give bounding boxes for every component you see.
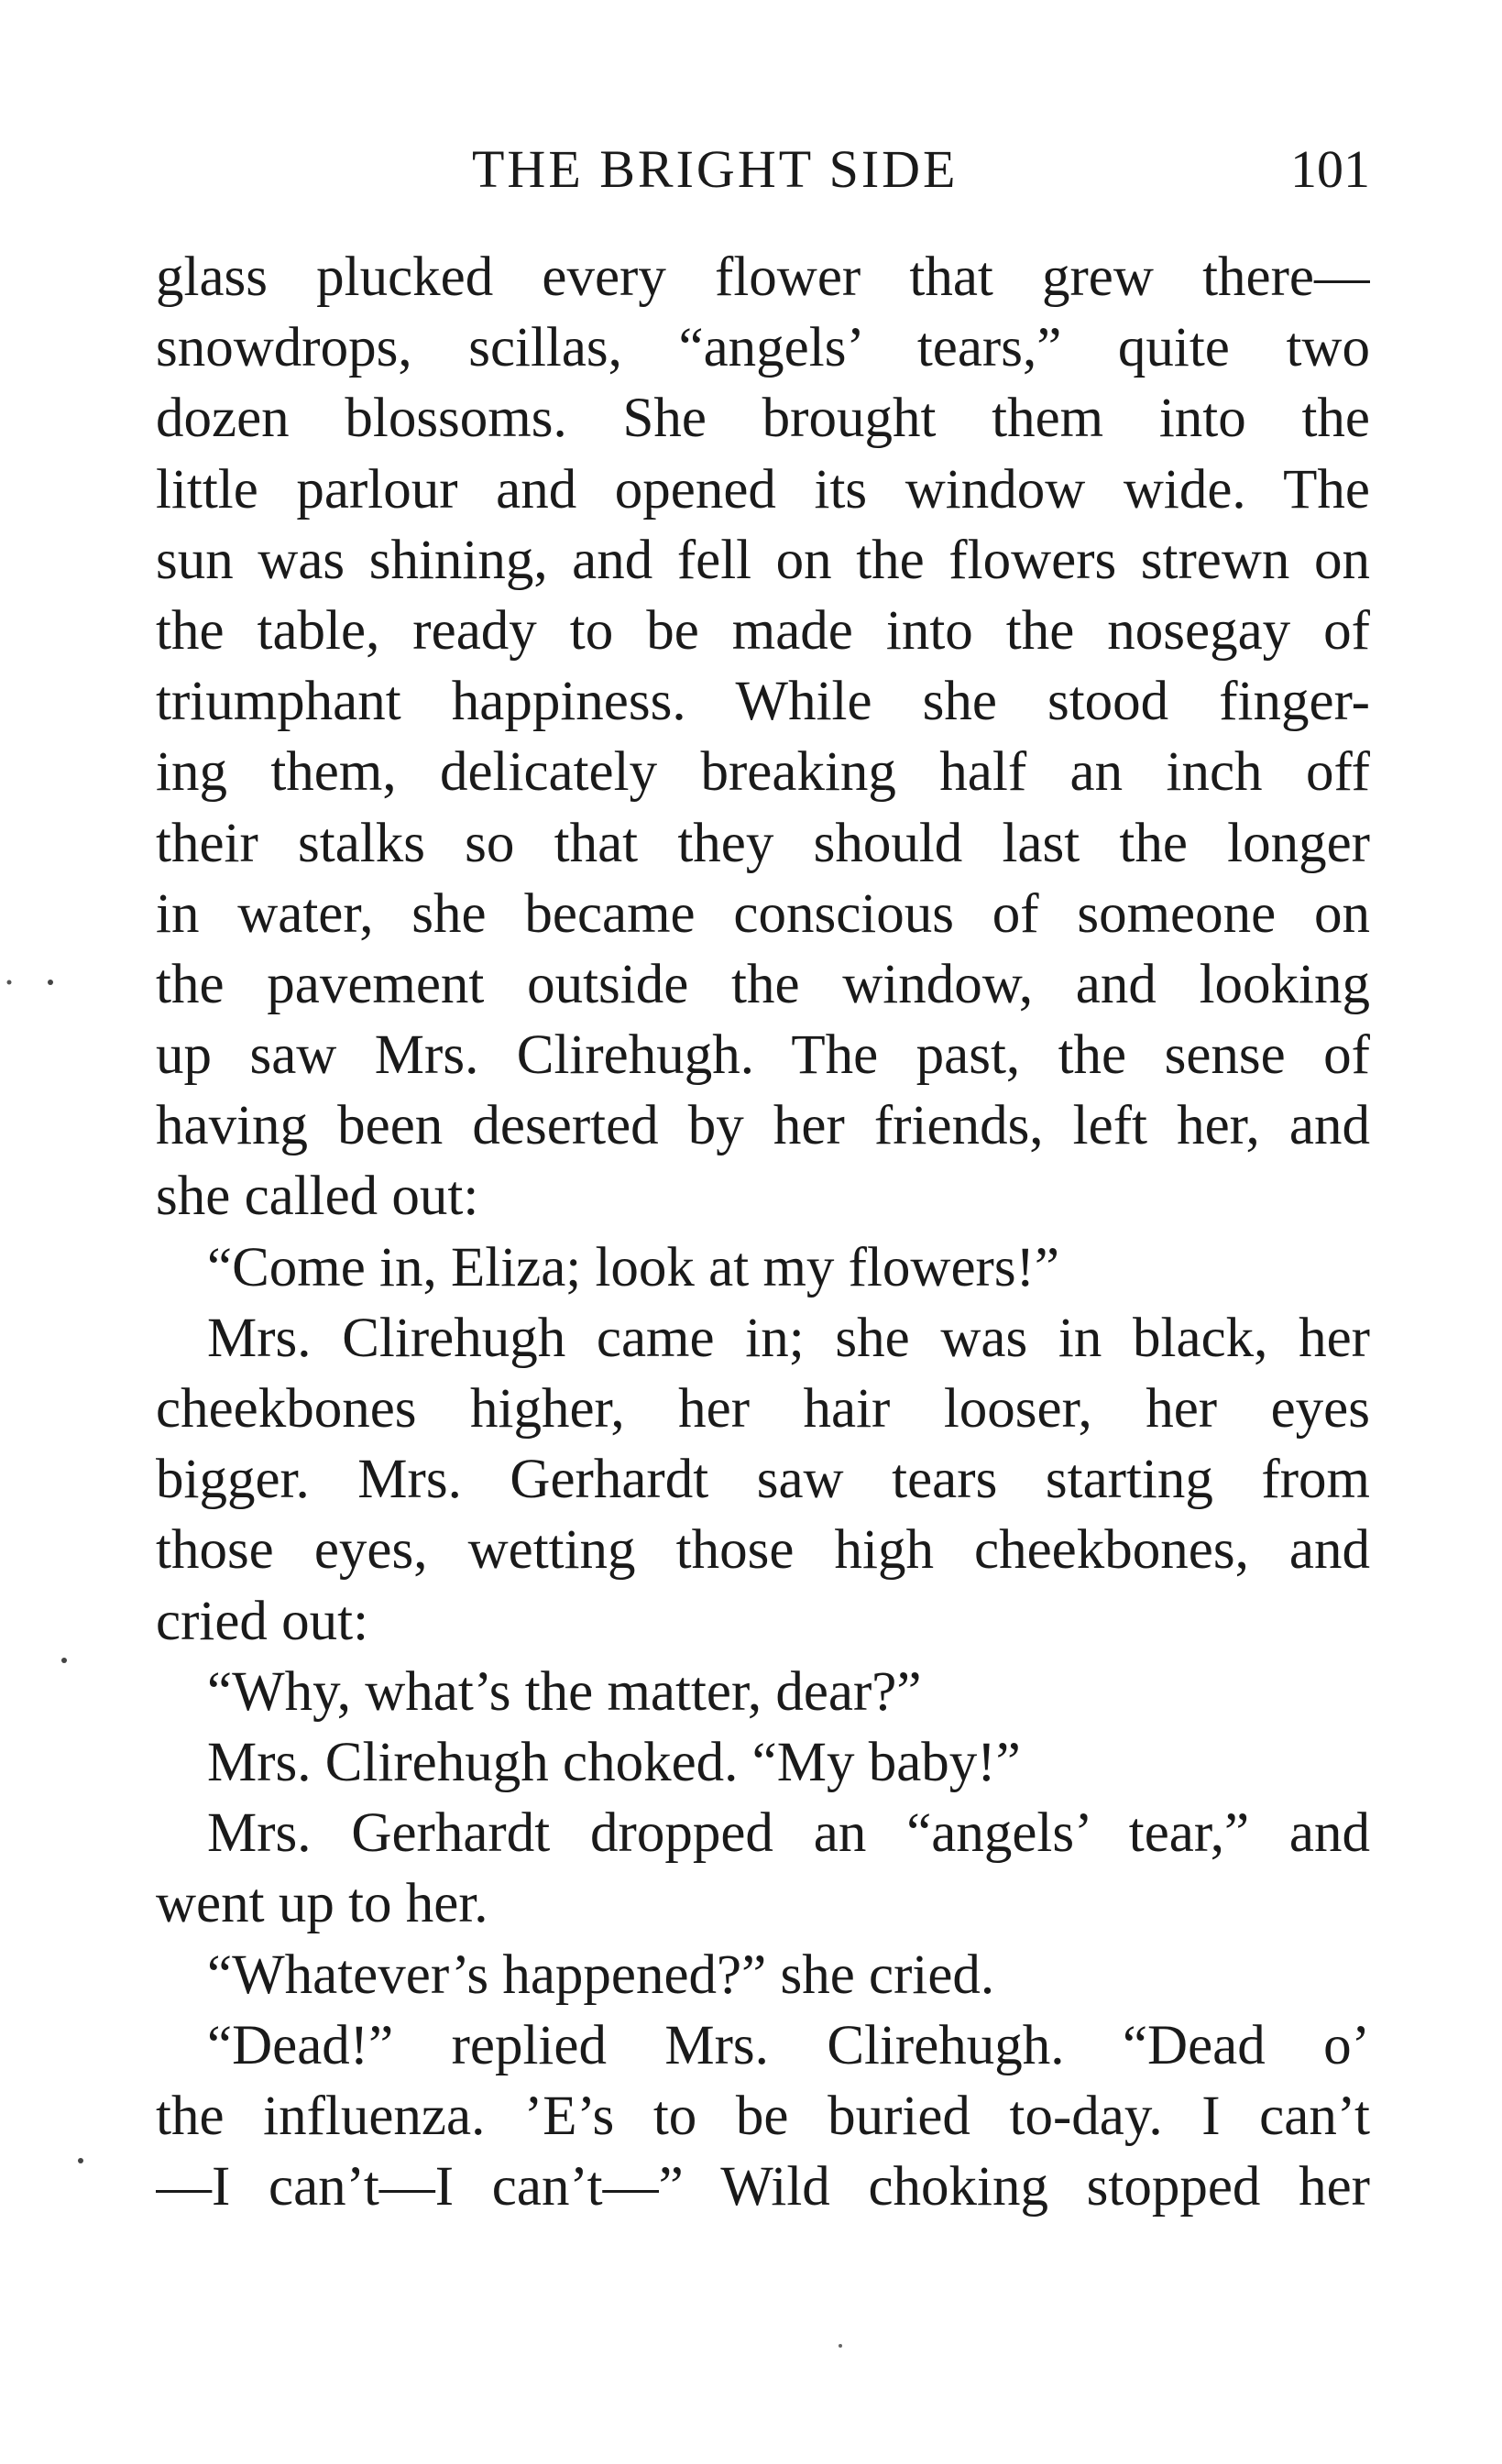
speck-3 — [61, 1658, 67, 1663]
text-line: Mrs. Clirehugh choked. “My baby!” — [207, 1731, 1021, 1793]
text-line: triumphant happiness. While she stood finger- — [156, 671, 1370, 733]
speck-1 — [7, 980, 12, 985]
speck-4 — [78, 2158, 83, 2163]
page-header — [156, 128, 1370, 211]
text-line: having been deserted by her friends, left her, and — [156, 1095, 1370, 1157]
text-line: went up to her. — [156, 1873, 488, 1935]
text-line: “Whatever’s happened?” she cried. — [207, 1944, 995, 2006]
text-line: glass plucked every flower that grew there— — [156, 246, 1370, 308]
speck-5 — [839, 2344, 842, 2348]
text-line: Mrs. Gerhardt dropped an “angels’ tear,” and — [207, 1802, 1370, 1865]
text-line: their stalks so that they should last the longer — [156, 812, 1370, 874]
text-line: cried out: — [156, 1590, 369, 1652]
page-number: 101 — [1290, 139, 1370, 199]
text-line: Mrs. Clirehugh came in; she was in black, her — [207, 1307, 1370, 1369]
text-line: the pavement outside the window, and looking — [156, 953, 1370, 1015]
text-line: the table, ready to be made into the nosegay of — [156, 599, 1370, 662]
text-line: she called out: — [156, 1166, 479, 1228]
text-line: “Why, what’s the matter, dear?” — [207, 1660, 922, 1723]
running-head: THE BRIGHT SIDE — [472, 139, 959, 199]
text-line: “Come in, Eliza; look at my flowers!” — [207, 1236, 1059, 1298]
text-line: snowdrops, scillas, “angels’ tears,” quite two — [156, 317, 1370, 379]
text-line: those eyes, wetting those high cheekbones, and — [156, 1519, 1370, 1582]
text-line: sun was shining, and fell on the flowers strewn on — [156, 529, 1370, 591]
text-line: —I can’t—I can’t—” Wild choking stopped her — [156, 2156, 1370, 2218]
body-text — [156, 242, 1370, 2222]
text-line: up saw Mrs. Clirehugh. The past, the sense of — [156, 1024, 1370, 1087]
text-line: cheekbones higher, her hair looser, her eyes — [156, 1378, 1370, 1440]
text-line: the influenza. ’E’s to be buried to-day. I can’t — [156, 2085, 1370, 2147]
text-line: little parlour and opened its window wide. The — [156, 458, 1370, 520]
text-line: dozen blossoms. She brought them into the — [156, 388, 1370, 450]
text-line: ing them, delicately breaking half an inch off — [156, 741, 1370, 804]
speck-2 — [48, 980, 53, 985]
text-line: in water, she became conscious of someone on — [156, 882, 1370, 945]
text-line: bigger. Mrs. Gerhardt saw tears starting from — [156, 1449, 1370, 1511]
text-line: “Dead!” replied Mrs. Clirehugh. “Dead o’ — [207, 2014, 1370, 2076]
